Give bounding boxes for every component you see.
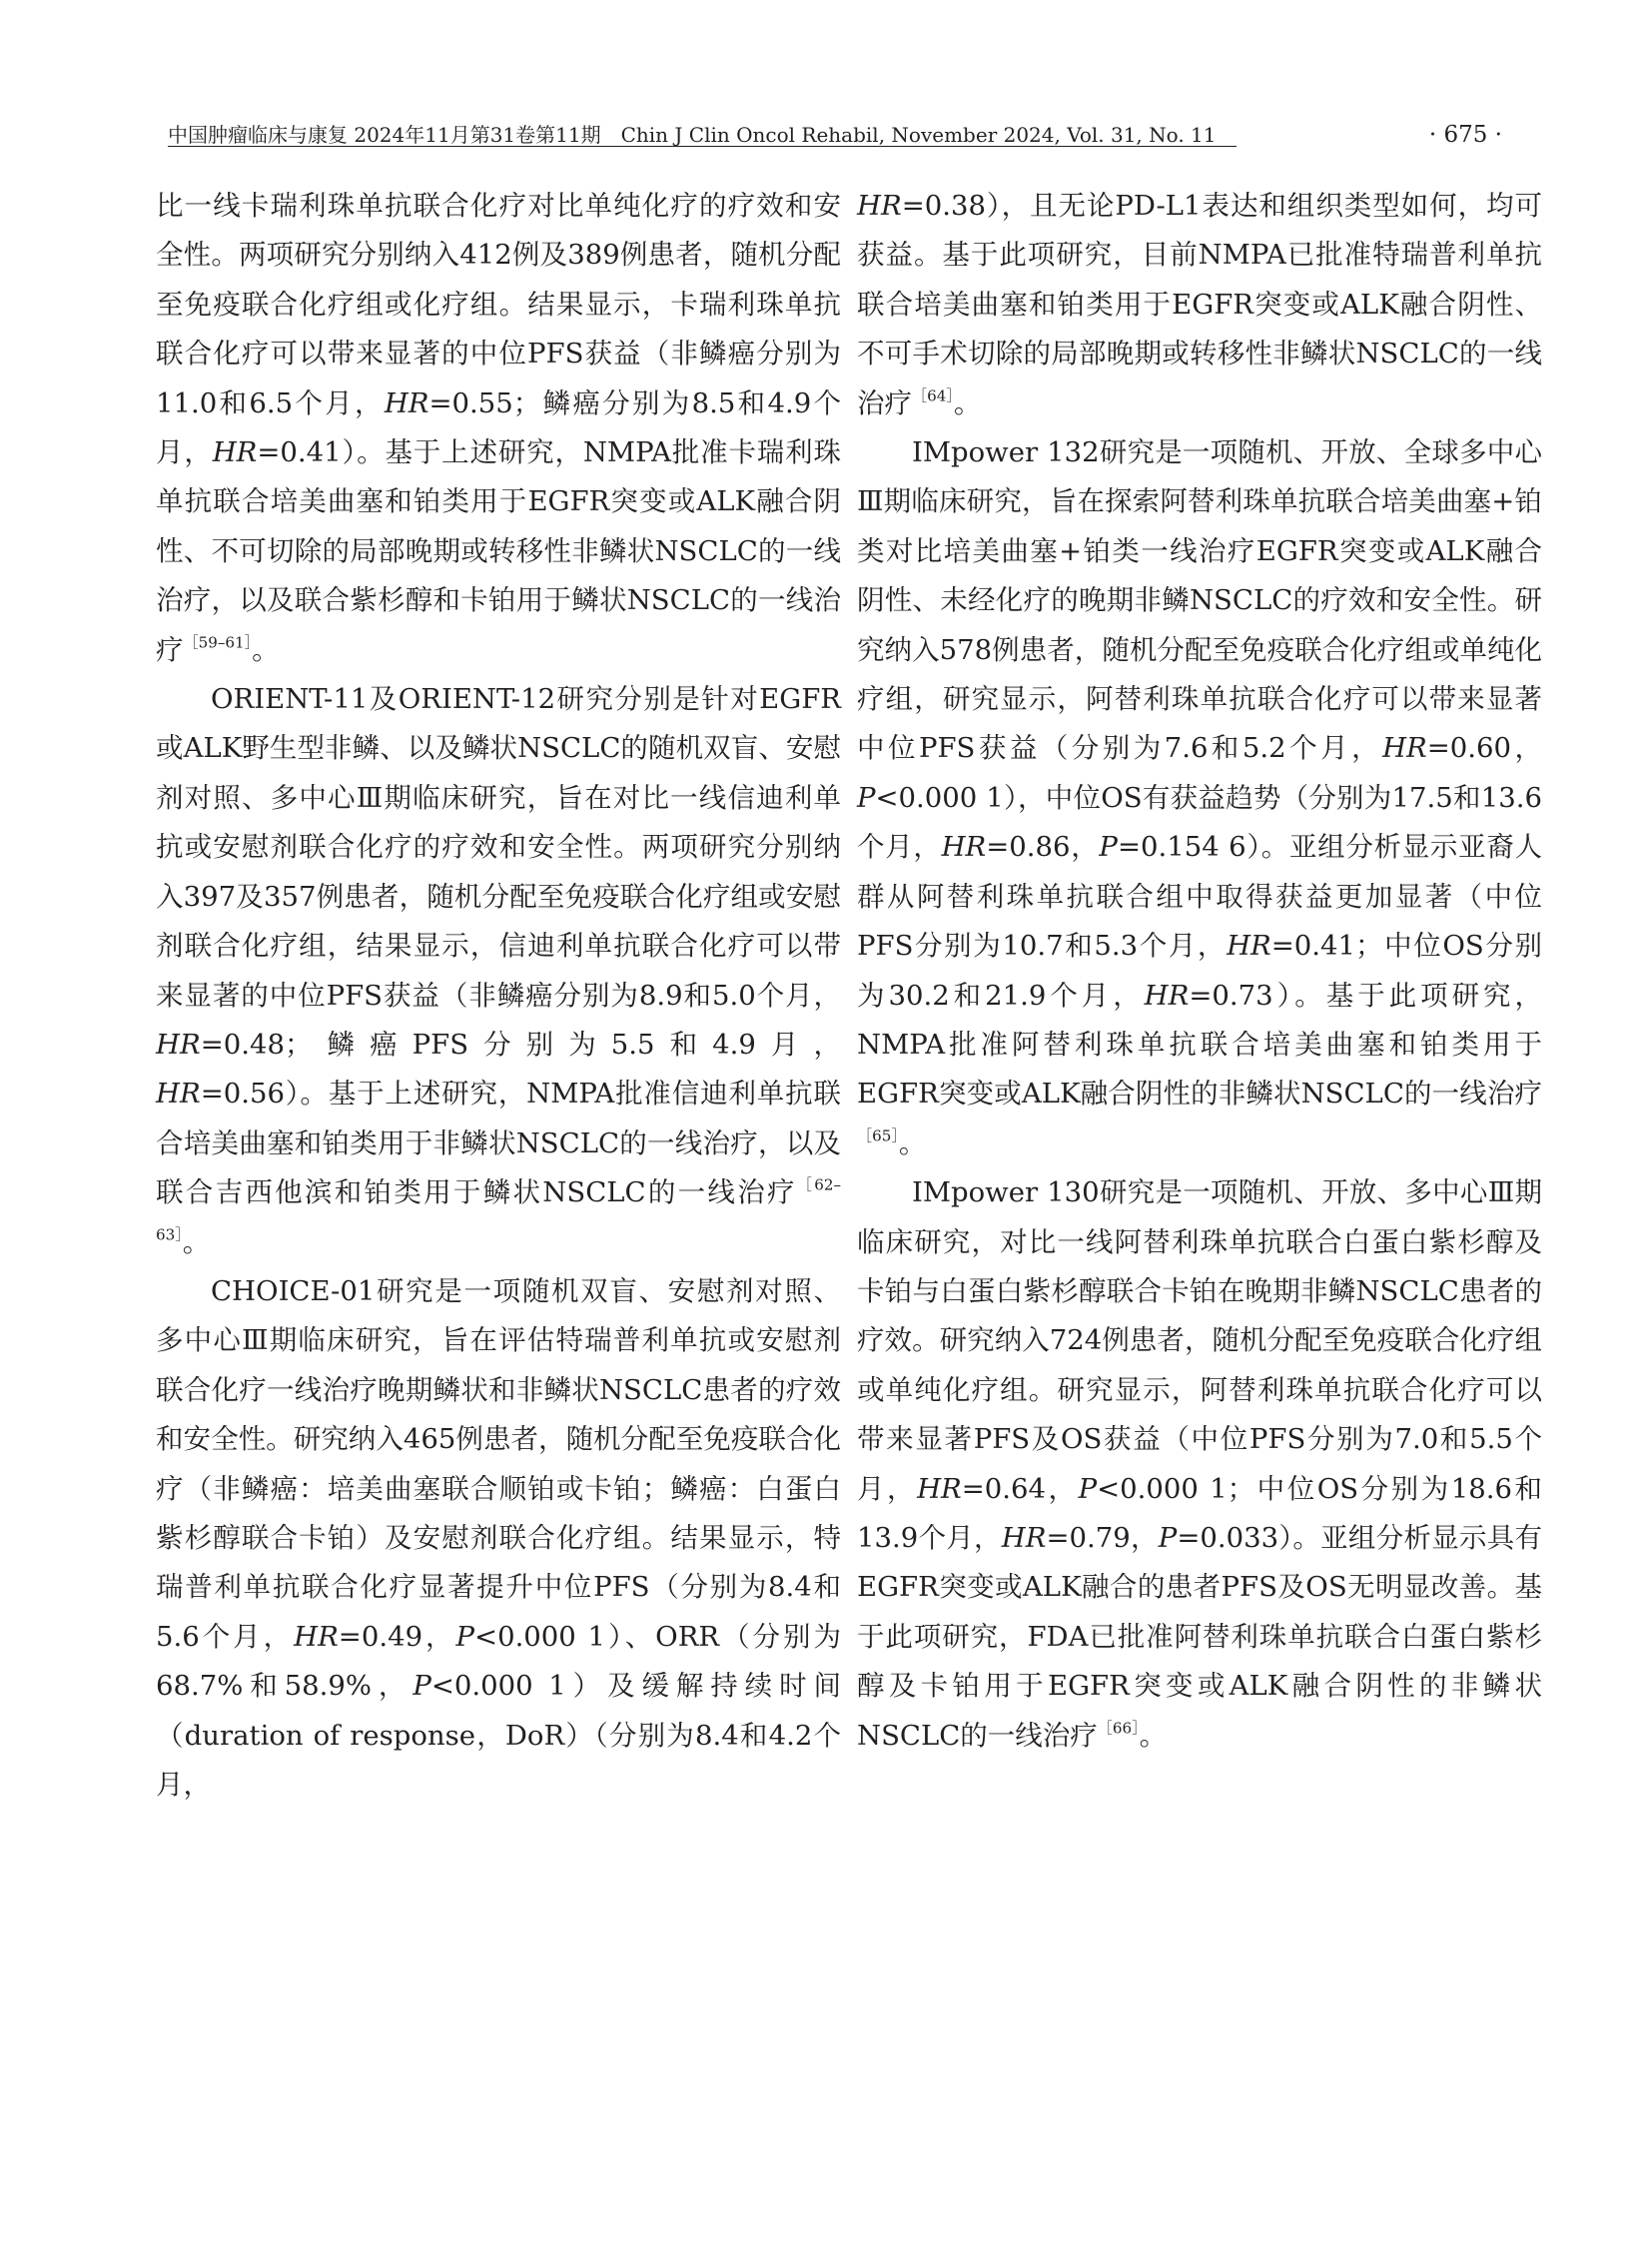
- hr-label: HR: [294, 1620, 339, 1653]
- text-run: IMpower 132研究是一项随机、开放、全球多中心Ⅲ期临床研究，旨在探索阿替利珠单抗联合培美曲塞+铂类对比培美曲塞+铂类一线治疗EGFR突变或ALK融合阴性、未经化疗的晚期非鳞NSCLC的疗效和安全性。研究纳入578例患者，随机分配至免疫联合化疗组或单纯化疗组，研究显示，阿替利珠单抗联合化疗可以带来显著中位PFS获益（分别为7.6和5.2个月，: [857, 436, 1542, 765]
- header-rule: [168, 146, 1237, 147]
- page-number: · 675 ·: [1428, 122, 1502, 148]
- citation-ref: ［59–61］: [183, 633, 253, 652]
- text-run: ORIENT-11及ORIENT-12研究分别是针对EGFR或ALK野生型非鳞、以及鳞状NSCLC的随机双盲、安慰剂对照、多中心Ⅲ期临床研究，旨在对比一线信迪利单抗或安慰剂联合化疗的疗效和安全性。两项研究分别纳入397及357例患者，随机分配至免疫联合化疗组或安慰剂联合化疗组，结果显示，信迪利单抗联合化疗可以带来显著的中位PFS获益（非鳞癌分别为8.9和5.0个月，: [156, 683, 841, 1012]
- text-run: =0.48；鳞癌PFS分别为5.5和4.9月，: [200, 1028, 841, 1061]
- citation-ref: ［65］: [857, 1126, 899, 1145]
- hr-label: HR: [917, 1472, 962, 1505]
- p-label: P: [1158, 1521, 1178, 1554]
- journal-citation-line: 中国肿瘤临床与康复 2024年11月第31卷第11期 Chin J Clin Oncol Rehabil, November 2024, Vol. 31, No. 11: [168, 123, 1217, 147]
- hr-label: HR: [1144, 979, 1190, 1012]
- text-run: 。: [252, 633, 280, 666]
- citation-ref: ［64］: [912, 386, 954, 405]
- paragraph-camrelizumab: [156, 182, 841, 675]
- text-run: CHOICE-01研究是一项随机双盲、安慰剂对照、多中心Ⅲ期临床研究，旨在评估特瑞普利单抗或安慰剂联合化疗一线治疗晚期鳞状和非鳞状NSCLC患者的疗效和安全性。研究纳入465例患者，随机分配至免疫联合化疗（非鳞癌：培美曲塞联合顺铂或卡铂；鳞癌：白蛋白紫杉醇联合卡铂）及安慰剂联合化疗组。结果显示，特瑞普利单抗联合化疗显著提升中位PFS（分别为8.4和5.6个月，: [156, 1274, 841, 1653]
- text-run: IMpower 130研究是一项随机、开放、多中心Ⅲ期临床研究，对比一线阿替利珠单抗联合白蛋白紫杉醇及卡铂与白蛋白紫杉醇联合卡铂在晚期非鳞NSCLC患者的疗效。研究纳入724例患者，随机分配至免疫联合化疗组或单纯化疗组。研究显示，阿替利珠单抗联合化疗可以带来显著PFS及OS获益（中位PFS分别为7.0和5.5个月，: [857, 1176, 1542, 1505]
- hr-label: HR: [857, 190, 902, 222]
- p-label: P: [1099, 831, 1118, 864]
- text-run: 。: [953, 386, 982, 419]
- text-run: =0.41；中位OS分别为30.2和21.9个月，: [857, 930, 1542, 1012]
- hr-label: HR: [156, 1028, 201, 1061]
- right-column: [857, 182, 1542, 1761]
- text-run: =0.154 6）。亚组分析显示亚裔人群从阿替利珠单抗联合组中取得获益更加显著（中位PFS分别为10.7和5.3个月，: [857, 831, 1542, 963]
- hr-label: HR: [1001, 1521, 1047, 1554]
- text-run: =0.49，: [338, 1620, 456, 1653]
- text-run: =0.56）。基于上述研究，NMPA批准信迪利单抗联合培美曲塞和铂类用于非鳞状NSCLC的一线治疗，以及联合吉西他滨和铂类用于鳞状NSCLC的一线治疗: [156, 1078, 841, 1209]
- text-run: <0.000 1）、ORR（分别为68.7%和58.9%，: [156, 1620, 841, 1703]
- text-run: =0.55；鳞癌分别为8.5和4.9个月，: [156, 386, 841, 469]
- text-run: =0.64，: [961, 1472, 1079, 1505]
- text-run: <0.000 1），中位OS有获益趋势（分别为17.5和13.6个月，: [857, 781, 1542, 864]
- hr-label: HR: [1227, 930, 1271, 963]
- text-run: =0.60，: [1426, 732, 1542, 765]
- paragraph-choice01: [156, 1267, 841, 1810]
- text-run: =0.86，: [986, 831, 1100, 864]
- hr-label: HR: [941, 831, 987, 864]
- text-run: =0.38），且无论PD-L1表达和组织类型如何，均可获益。基于此项研究，目前NMPA已批准特瑞普利单抗联合培美曲塞和铂类用于EGFR突变或ALK融合阴性、不可手术切除的局部晚期或转移性非鳞状NSCLC的一线治疗: [857, 190, 1542, 419]
- text-run: <0.000 1）及缓解持续时间（duration of response，DoR）（分别为8.4和4.2个月，: [156, 1670, 841, 1801]
- text-run: =0.73）。基于此项研究，NMPA批准阿替利珠单抗联合培美曲塞和铂类用于EGFR突变或ALK融合阴性的非鳞状NSCLC的一线治疗: [857, 979, 1542, 1111]
- paragraph-orient: [156, 675, 841, 1267]
- p-label: P: [1078, 1472, 1098, 1505]
- citation-ref: ［66］: [1097, 1719, 1140, 1738]
- hr-label: HR: [384, 386, 429, 419]
- text-run: =0.79，: [1046, 1521, 1159, 1554]
- hr-label: HR: [156, 1078, 201, 1111]
- running-header: [168, 118, 1502, 152]
- text-run: =0.033）。亚组分析显示具有EGFR突变或ALK融合的患者PFS及OS无明显改善。基于此项研究，FDA已批准阿替利珠单抗联合白蛋白紫杉醇及卡铂用于EGFR突变或ALK融合阴性的非鳞状NSCLC的一线治疗: [857, 1521, 1542, 1752]
- p-label: P: [857, 781, 876, 814]
- text-run: =0.41）。基于上述研究，NMPA批准卡瑞利珠单抗联合培美曲塞和铂类用于EGFR突变或ALK融合阴性、不可切除的局部晚期或转移性非鳞状NSCLC的一线治疗，以及联合紫杉醇和卡铂用于鳞状NSCLC的一线治疗: [156, 436, 841, 666]
- left-column: [156, 182, 841, 1810]
- text-run: 。: [182, 1225, 211, 1258]
- paragraph-choice01-cont: [857, 182, 1542, 428]
- text-run: 。: [898, 1126, 927, 1159]
- text-run: 。: [1139, 1719, 1168, 1752]
- p-label: P: [413, 1670, 431, 1703]
- hr-label: HR: [1382, 732, 1427, 765]
- text-run: <0.000 1；中位OS分别为18.6和13.9个月，: [857, 1472, 1543, 1554]
- p-label: P: [455, 1620, 475, 1653]
- citation-ref: ［62–63］: [156, 1175, 841, 1244]
- hr-label: HR: [212, 436, 258, 469]
- paragraph-impower132: [857, 428, 1542, 1168]
- text-run: 比一线卡瑞利珠单抗联合化疗对比单纯化疗的疗效和安全性。两项研究分别纳入412例及389例患者，随机分配至免疫联合化疗组或化疗组。结果显示，卡瑞利珠单抗联合化疗可以带来显著的中位PFS获益（非鳞癌分别为11.0和6.5个月，: [156, 190, 841, 419]
- paragraph-impower130: [857, 1168, 1542, 1761]
